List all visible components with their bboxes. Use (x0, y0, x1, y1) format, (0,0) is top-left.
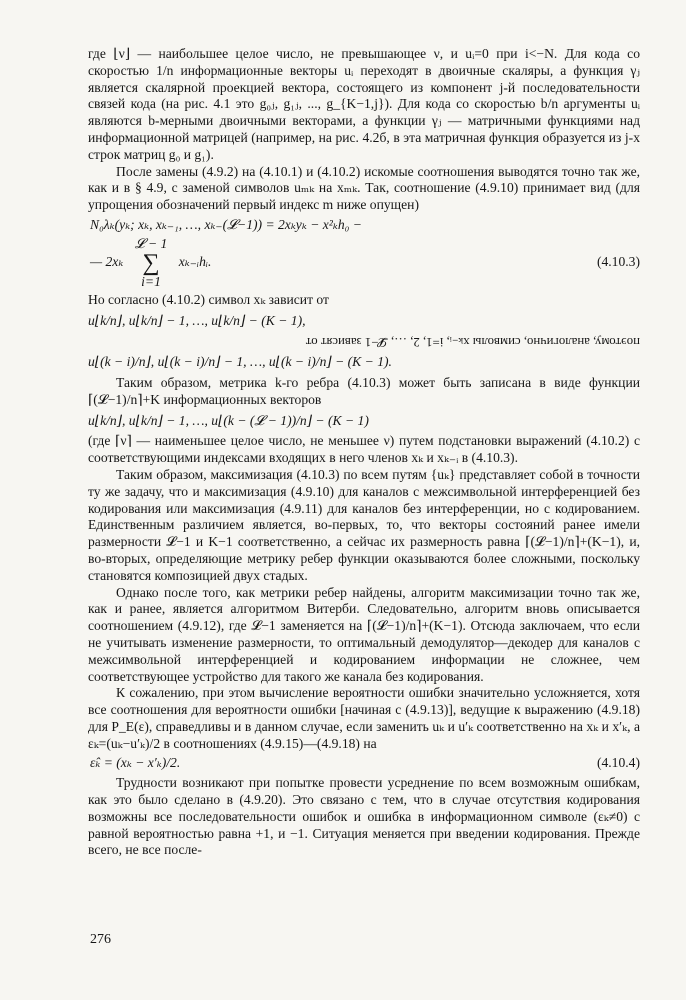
paragraph-7: Однако после того, как метрики ребер найдены, алгоритм максимизации точно так же, как и ранее, является алгоритмом Витерби. Следовательно, алгоритм вновь описывается соотношением (4.9.12), где 𝓛−1 заменяется на ⌈(𝓛−1)/n⌉+(K−1). Отсюда заключаем, что если не учитывать изменение размерности, то оптимальный демодулятор—декодер для каналов с межсимвольной интерференцией и кодированием информации не сложнее, чем соответствующее устройство для такого же канала без кодирования. (88, 584, 640, 684)
symbol-list-2: u⌊(k − i)/n⌋, u⌊(k − i)/n⌋ − 1, …, u⌊(k − i)/n⌋ − (K − 1). (88, 354, 392, 370)
paragraph-4: Таким образом, метрика k-го ребра (4.10.3) может быть записана в виде функции ⌈(𝓛−1)/n⌉+K информационных векторов (88, 374, 640, 407)
symbol-list-3: u⌊k/n⌋, u⌊k/n⌋ − 1, …, u⌊(k − (𝓛 − 1))/n⌋ − (K − 1) (88, 412, 369, 428)
equation-epsilon: ε̂ₖ = (xₖ − x′ₖ)/2. (90, 755, 181, 771)
paragraph-2: После замены (4.9.2) на (4.10.1) и (4.10.2) искомые соотношения выводятся точно так же, как и в § 4.9, с заменой символов uₘₖ на xₘₖ. Так, соотношение (4.9.10) принимает вид (для упрощения обозначений первый индекс m ниже опущен) (88, 163, 640, 213)
paragraph-9: Трудности возникают при попытке провести усреднение по всем возможным ошибкам, как это было сделано в (4.9.20). Это связано с тем, что в случае отсутствия кодирования возможны все последовательности ошибок и ошибка в информационном символе (εₖ≠0) с равной вероятностью равна +1, и −1. Ситуация меняется при введении кодирования. Прежде всего, не все после- (88, 775, 640, 858)
sum-upper-limit: 𝓛 − 1 (134, 235, 168, 251)
equation-lhs: N₀λₖ(yₖ; xₖ, xₖ₋₁, …, xₖ₋(𝓛−1)) = 2xₖyₖ − x²ₖh₀ − (90, 216, 362, 232)
page-number: 276 (90, 932, 111, 947)
paragraph-6: Таким образом, максимизация (4.10.3) по всем путям {uₖ} представляет собой в точности ту же задачу, что и максимизация (4.9.10) для каналов с межсимвольной интерференцией без кодирования или максимизация (4.9.11) для каналов без интерференции, но с кодированием. Единственным различием является, во-первых, то, что векторы состояний ранее имели размерности 𝓛−1 и K−1 соответственно, а сейчас их размерность равна ⌈(𝓛−1)/n⌉+(K−1), и, во-вторых, определяющие метрику ребер функции оказываются более сложными, поскольку становятся композицией двух стадых. (88, 466, 640, 583)
sum-operator (135, 237, 168, 289)
equation-4-10-3 (88, 237, 640, 289)
sum-lower-limit: i=1 (141, 273, 161, 289)
equation-number-2: (4.10.4) (596, 755, 640, 771)
equation-4-10-3-line1 (88, 217, 640, 234)
symbol-list-1: u⌊k/n⌋, u⌊k/n⌋ − 1, …, u⌊k/n⌋ − (K − 1), (88, 312, 306, 328)
equation-sum-left: — 2xₖ (90, 253, 124, 269)
equation-sum-right: xₖ₋ᵢhᵢ. (178, 253, 212, 269)
equation-4-10-4 (88, 755, 640, 772)
paragraph-3: Но согласно (4.10.2) символ xₖ зависит от (88, 291, 329, 307)
equation-number: (4.10.3) (596, 254, 640, 270)
equation-sum-expression (88, 237, 211, 289)
paragraph-1: где ⌊ν⌋ — наибольшее целое число, не превышающее ν, и uᵢ=0 при i<−N. Для кода со скоростью 1/n информационные векторы uᵢ переходят в двоичные скаляры, а функция γⱼ является скалярной проекцией вектора, состоящего из компонент j-й последовательности связей кода (на рис. 4.1 это g₀ⱼ, g₁ⱼ, ..., g_{K−1,j}). Для кода со скоростью b/n аргументы uᵢ являются b-мерными двоичными векторами, а функции γⱼ — матричными функциями над информационной матрицей (например, на рис. 4.2б, в эта матричная функция образуется из j-х строк матриц g₀ и g₁). (88, 46, 640, 162)
page-text (88, 46, 640, 859)
sum-symbol: ∑ (142, 249, 160, 276)
inverted-line: поэтому, аналогично, символы xₖ₋ᵢ, i=1, 2, …, 𝓛−1 зависят от (305, 335, 640, 350)
paragraph-5: (где ⌈ν⌉ — наименьшее целое число, не меньшее ν) путем подстановки выражений (4.10.2) с соответствующими индексами входящих в него членов xₖ и xₖ₋ᵢ в (4.10.3). (88, 433, 640, 466)
paragraph-8: К сожалению, при этом вычисление вероятности ошибки значительно усложняется, хотя все соотношения для вероятности ошибки [начиная с (4.9.13)], ведущие к выражению (4.9.18) для P_E(ε), справедливы и в данном случае, если заменить uₖ и u′ₖ соответственно на xₖ и x′ₖ, а εₖ=(uₖ−u′ₖ)/2 в соотношениях (4.9.15)—(4.9.18) на (88, 685, 640, 751)
